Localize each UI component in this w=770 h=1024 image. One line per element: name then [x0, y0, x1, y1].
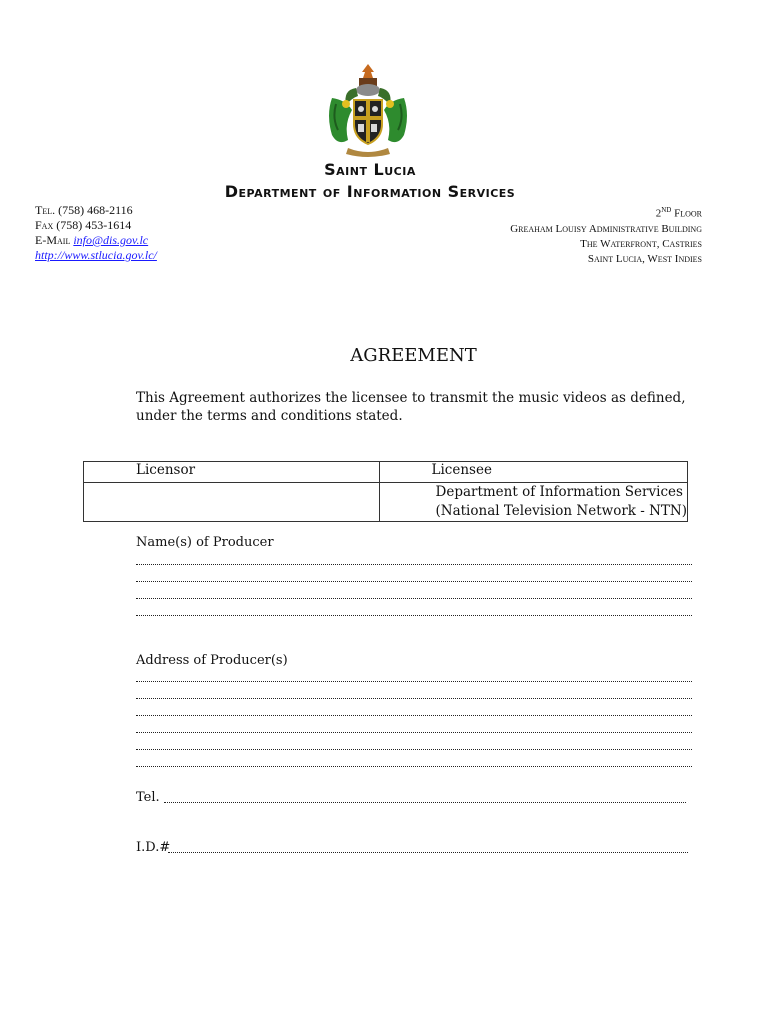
licensor-header: Licensor	[84, 462, 380, 483]
floor-label: Floor	[671, 207, 702, 220]
producer-name-line-3[interactable]	[136, 598, 692, 601]
document-title: AGREEMENT	[350, 345, 477, 366]
contact-left-block	[35, 203, 157, 263]
producer-address-line-1[interactable]	[136, 681, 692, 684]
floor-number: 2	[655, 207, 662, 220]
producer-name-line-4[interactable]	[136, 615, 692, 618]
building-name: Greaham Louisy Administrative Building	[510, 222, 702, 235]
telephone-number: Tel. (758) 468-2116	[35, 203, 133, 217]
producer-address-line-5[interactable]	[136, 749, 692, 752]
producer-address-label: Address of Producer(s)	[136, 653, 288, 668]
email-label: E-Mail	[35, 233, 74, 247]
org-name-line2: Department of Information Services	[224, 182, 516, 201]
website-link[interactable]: http://www.stlucia.gov.lc/	[35, 248, 157, 262]
parties-table	[83, 461, 688, 522]
licensee-header: Licensee	[379, 462, 688, 483]
org-name-line1: Saint Lucia	[324, 160, 416, 179]
producer-name-line-2[interactable]	[136, 581, 692, 584]
licensee-name: Department of Information Services	[435, 484, 683, 500]
tel-label: Tel.	[136, 790, 160, 805]
street-address: The Waterfront, Castries	[580, 237, 702, 250]
tel-line[interactable]	[164, 802, 686, 805]
id-line[interactable]	[168, 852, 688, 855]
contact-right-block	[510, 203, 702, 267]
producer-address-line-4[interactable]	[136, 732, 692, 735]
producer-name-line-1[interactable]	[136, 564, 692, 567]
country-address: Saint Lucia, West Indies	[587, 252, 702, 265]
producer-address-line-2[interactable]	[136, 698, 692, 701]
producer-address-line-3[interactable]	[136, 715, 692, 718]
floor-line	[510, 203, 702, 222]
coat-of-arms-logo	[318, 60, 418, 160]
licensee-details	[379, 483, 688, 522]
licensor-input-cell[interactable]	[84, 483, 380, 522]
licensee-network: (National Television Network - NTN)	[435, 503, 687, 519]
intro-paragraph: This Agreement authorizes the licensee to transmit the music videos as defined, under the terms and conditions stated.	[136, 390, 686, 424]
email-link[interactable]: info@dis.gov.lc	[73, 233, 149, 247]
fax-number: Fax (758) 453-1614	[35, 218, 132, 232]
floor-suffix: ND	[661, 206, 672, 214]
producer-address-line-6[interactable]	[136, 766, 692, 769]
email-line	[35, 233, 157, 248]
id-label: I.D.#	[136, 840, 171, 855]
producer-names-label: Name(s) of Producer	[136, 535, 274, 550]
